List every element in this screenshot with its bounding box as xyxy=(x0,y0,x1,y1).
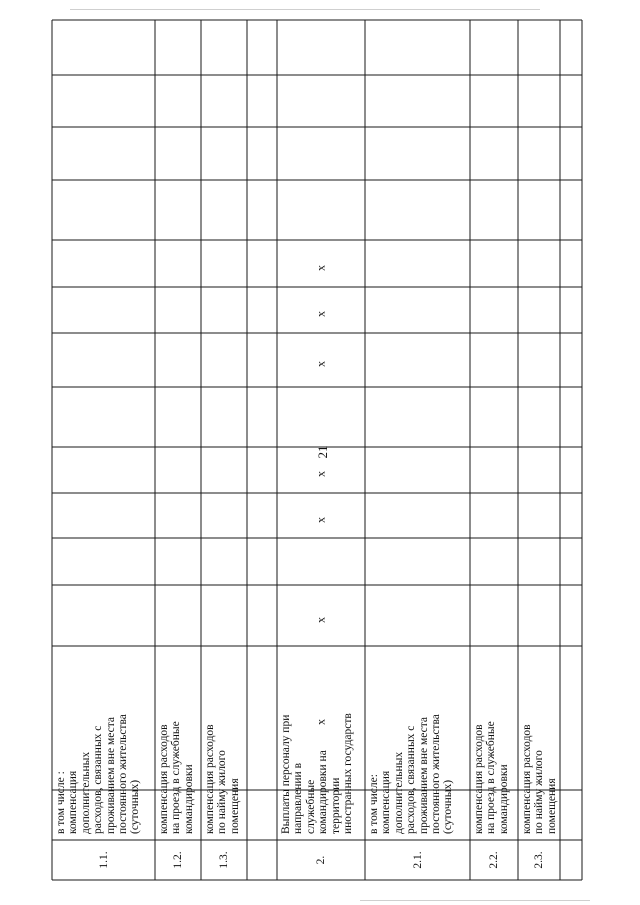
description-line: расходов, связанных с xyxy=(405,725,418,834)
description-line: компенсация xyxy=(67,770,80,834)
x-mark: x xyxy=(313,516,328,523)
description-line: по найму жилого xyxy=(216,750,229,834)
description-line: в том числе: xyxy=(368,774,380,834)
x-mark: x xyxy=(313,361,328,367)
x-mark: x xyxy=(313,471,328,477)
description-line: командировки на xyxy=(317,750,330,834)
row-description xyxy=(55,714,142,834)
description-line: компенсация расходов xyxy=(158,724,170,834)
description-line: на проезд в служебные xyxy=(485,721,498,834)
description-line: компенсация расходов xyxy=(521,724,533,834)
row-description xyxy=(158,721,195,834)
row-description xyxy=(368,714,455,834)
description-line: командировки xyxy=(182,764,195,834)
description-line: проживанием вне места xyxy=(104,716,117,834)
description-line: Выплаты персоналу при xyxy=(280,714,292,834)
x-mark: x xyxy=(313,719,328,725)
row-number: 2.2. xyxy=(488,851,500,869)
description-line: дополнительных xyxy=(79,751,92,834)
row-number: 2. xyxy=(315,855,327,865)
description-line: компенсация расходов xyxy=(204,724,216,834)
description-line: дополнительных xyxy=(392,751,405,834)
description-line: постоянного жительства xyxy=(117,714,130,834)
description-line: по найму жилого xyxy=(533,750,546,834)
row-description xyxy=(204,724,241,834)
row-number: 2.1. xyxy=(411,851,424,869)
row-description xyxy=(473,721,510,834)
row-number: 1.3. xyxy=(218,851,230,869)
row-description xyxy=(280,713,354,834)
row-number: 1.2. xyxy=(172,851,184,869)
x-mark: x xyxy=(313,264,328,271)
description-line: направлении в xyxy=(292,762,305,834)
description-line: территории xyxy=(329,777,342,834)
description-line: (суточных) xyxy=(129,779,142,834)
description-line: компенсация xyxy=(380,770,393,834)
description-line: расходов, связанных с xyxy=(92,725,105,834)
row-description xyxy=(521,724,558,834)
row-number: 2.3. xyxy=(533,851,545,869)
x-mark: x xyxy=(313,616,328,623)
description-line: компенсация расходов xyxy=(473,724,485,834)
description-line: служебные xyxy=(304,779,317,834)
description-line: в том числе : xyxy=(55,771,67,834)
description-line: (суточных) xyxy=(442,779,455,834)
description-line: постоянного жительства xyxy=(430,714,443,834)
description-line: проживанием вне места xyxy=(417,716,430,834)
x-mark: x xyxy=(313,311,328,317)
description-line: на проезд в служебные xyxy=(170,721,183,834)
page-number: 21 xyxy=(315,445,330,459)
row-number: 1.1. xyxy=(97,851,110,869)
scan-edge-top xyxy=(70,9,540,10)
description-line: командировки xyxy=(497,764,510,834)
scan-edge-bottom xyxy=(360,900,590,901)
description-line: помещения xyxy=(228,778,241,834)
description-line: помещения xyxy=(545,778,558,834)
description-line: иностранных государств xyxy=(342,713,355,834)
